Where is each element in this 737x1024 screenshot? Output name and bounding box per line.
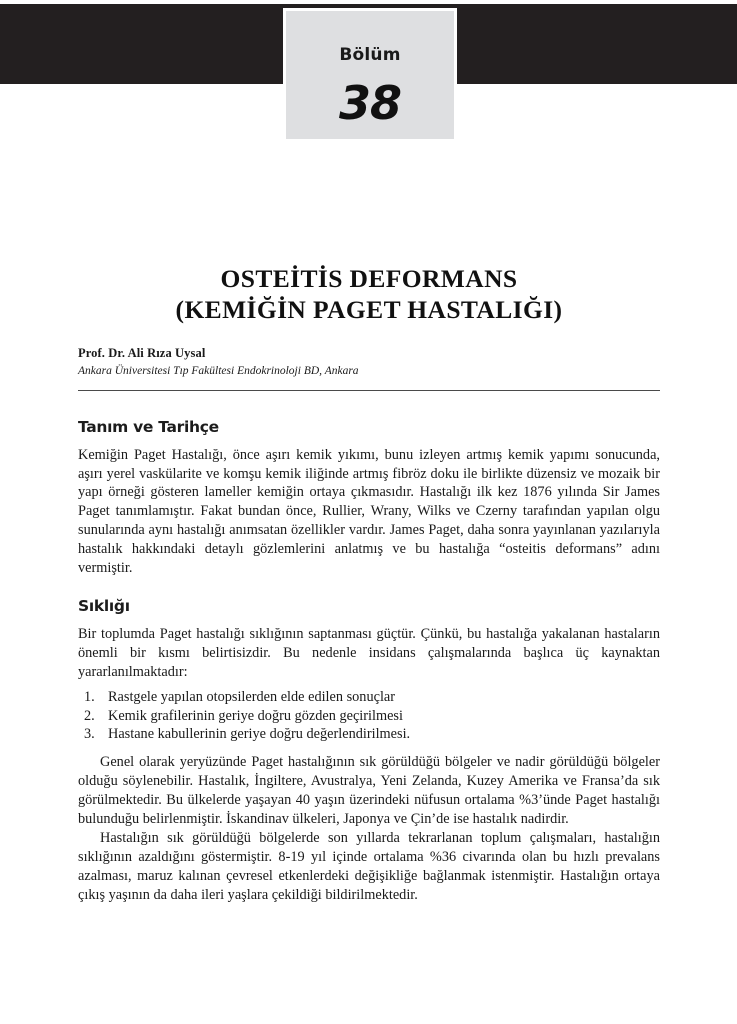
chapter-number-box [283,8,457,142]
author-block [78,345,660,380]
section-paragraph-prevalence: Hastalığın sık görüldüğü bölgelerde son yıllarda tekrarlanan toplum çalışmaları, hastalığın sıklığının azaldığını göstermiştir. 8-19 yıl içinde ortalama %36 civarında olan bu hızlı prevalans azalması, maruz kalınan çevresel etkenlerdeki değişikliğe bağlanmak istenmiştir. Hastalığın ortaya çıkış yaşının da daha ileri yaşlara çekildiği bildirilmektedir. [78,830,660,903]
author-name: Prof. Dr. Ali Rıza Uysal [78,346,206,360]
chapter-number: 38 [338,76,401,130]
list-item: Kemik grafilerinin geriye doğru gözden geçirilmesi [108,707,403,724]
page-title [78,263,660,325]
page-title-line-1: OSTEİTİS DEFORMANS [220,264,518,294]
paragraph-spacer [78,744,660,753]
section-heading-tanim-ve-tarihce: Tanım ve Tarihçe [78,418,219,436]
article-content [78,418,660,905]
chapter-header [0,0,737,150]
section-paragraph-tanim: Kemiğin Paget Hastalığı, önce aşırı kemik yıkımı, bunu izleyen artmış kemik yapımı sonucunda, aşırı yerel vaskülarite ve komşu kemik iliğinde artmış fibröz doku ile birlikte düzensiz ve mozaik bir yapı örneği gösteren lameller kemiğin ortaya çıkmasıdır. Hastalığı ilk kez 1876 yılında Sir James Paget tanımlamıştır. Fakat bundan önce, Rullier, Wrany, Wilks ve Czerny tarafından yapılan olgu sunularında aynı hastalığı anımsatan özellikler vardır. James Paget, daha sonra yayınlanan yazılarıyla hastalık hakkındaki detaylı gözlemlerini anlatmış ve bu hastalığa “osteitis deformans” adını vermiştir. [78,446,660,577]
header-divider [78,390,660,391]
section-heading-sikligi: Sıklığı [78,597,130,616]
chapter-label: Bölüm [339,45,401,65]
list-item: Rastgele yapılan otopsilerden elde edilen sonuçlar [108,688,396,705]
list-item: Hastane kabullerinin geriye doğru değerlendirilmesi. [108,726,411,743]
section-paragraph-geographic: Genel olarak yeryüzünde Paget hastalığının sık görüldüğü bölgeler ve nadir görüldüğü bölgeler olduğu söylenebilir. Hastalık, İngiltere, Avustralya, Yeni Zelanda, Kuzey Amerika ve Fransa’da sık görülmektedir. Bu ülkelerde yaşayan 40 yaşın üzerindeki nüfusun ortalama %3’ünde Paget hastalığı bulunduğu belirlenmiştir. İskandinav ülkeleri, Japonya ve Çin’de ise hastalık nadirdir. [78,754,660,828]
author-affiliation: Ankara Üniversitesi Tıp Fakültesi Endokrinoloji BD, Ankara [78,364,359,377]
sources-list [78,688,660,745]
page-title-line-2: (KEMİĞİN PAGET HASTALIĞI) [175,295,563,325]
section-paragraph-sikligi-intro: Bir toplumda Paget hastalığı sıklığının saptanması güçtür. Çünkü, bu hastalığa yakalanan hastaların önemli bir kısmı belirtisizdir. Bu nedenle insidans çalışmalarında başlıca üç kaynaktan yararlanılmaktadır: [78,625,660,680]
